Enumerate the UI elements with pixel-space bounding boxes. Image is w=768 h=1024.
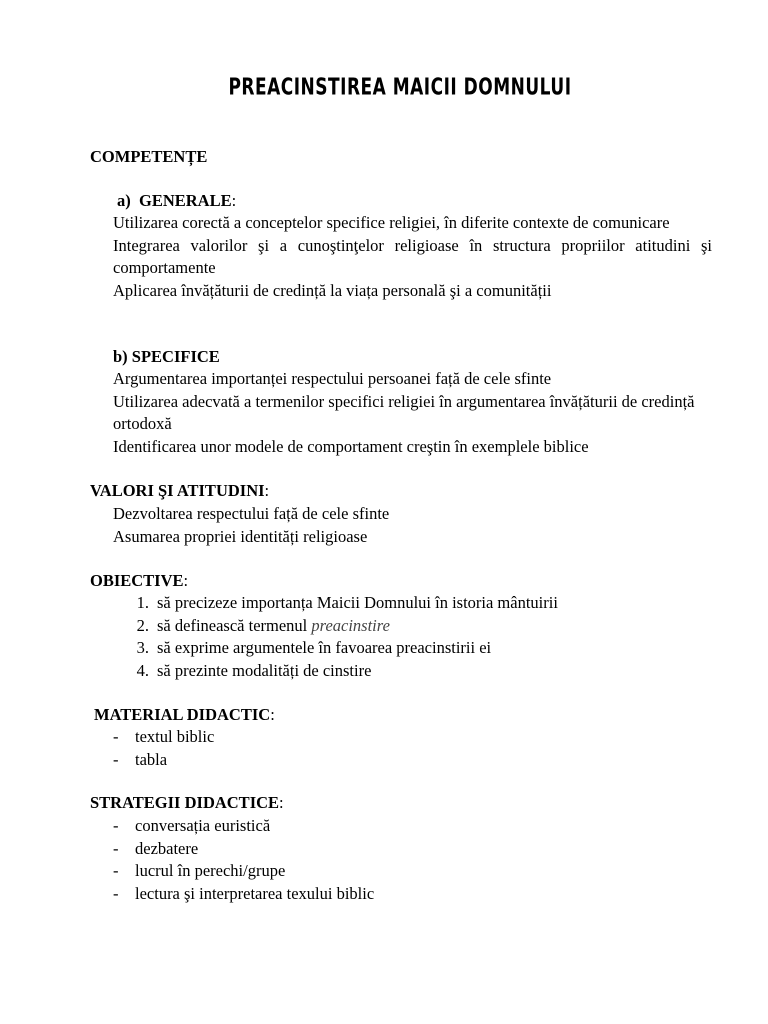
- specifice-item: Identificarea unor modele de comportament creştin în exemplele biblice: [113, 436, 589, 456]
- specifice-heading: [113, 346, 220, 369]
- material-item: [113, 726, 214, 749]
- material-item: [113, 749, 214, 772]
- item-text: lectura şi interpretarea texului biblic: [135, 883, 375, 903]
- generale-list: [113, 212, 712, 302]
- dash-bullet: -: [113, 727, 119, 746]
- specifice-item: Utilizarea adecvată a termenilor specifici religiei în argumentarea învățăturii de credință ortodoxă: [113, 391, 695, 433]
- obiective-colon: :: [183, 571, 189, 590]
- dash-bullet: -: [113, 861, 119, 880]
- obiective-label: OBIECTIVE: [90, 571, 184, 590]
- generale-heading: [117, 190, 236, 213]
- strategii-colon: :: [279, 793, 284, 812]
- specifice-label: SPECIFICE: [131, 347, 220, 366]
- strategii-item: [113, 815, 374, 838]
- obiective-item: [127, 592, 558, 615]
- document-title: PREACINSTIREA MAICII DOMNULUI: [228, 74, 572, 102]
- item-number: 3.: [136, 638, 149, 657]
- dash-bullet: -: [113, 883, 119, 903]
- material-heading: [94, 704, 275, 727]
- obiective-item: [127, 637, 558, 660]
- obiective-item: [127, 660, 558, 683]
- generale-marker: a): [117, 191, 131, 210]
- item-text: tabla: [135, 749, 168, 769]
- strategii-item: [113, 883, 374, 906]
- specifice-list: [113, 368, 723, 458]
- item-text: dezbatere: [135, 838, 199, 858]
- item-emphasis: preacinstire: [311, 615, 390, 635]
- obiective-item: [127, 615, 558, 638]
- item-text: lucrul în perechi/grupe: [135, 861, 286, 880]
- dash-bullet: -: [113, 749, 119, 769]
- specifice-marker: b): [113, 347, 128, 366]
- valori-list: [113, 503, 389, 548]
- dash-bullet: -: [113, 816, 119, 835]
- valori-item: Asumarea propriei identități religioase: [113, 526, 368, 546]
- strategii-list: [113, 815, 374, 905]
- item-number: 2.: [136, 615, 149, 635]
- valori-label: VALORI ŞI ATITUDINI: [90, 481, 265, 500]
- strategii-item: [113, 838, 374, 861]
- item-text: să exprime argumentele în favoarea preacinstirii ei: [157, 638, 492, 657]
- strategii-item: [113, 860, 374, 883]
- strategii-label: STRATEGII DIDACTICE: [90, 793, 280, 812]
- generale-colon: :: [231, 191, 237, 210]
- item-number: 1.: [136, 593, 149, 612]
- item-text: conversația euristică: [135, 816, 271, 835]
- item-number: 4.: [136, 660, 149, 680]
- obiective-list: [127, 592, 558, 682]
- material-label: MATERIAL DIDACTIC: [94, 705, 271, 724]
- valori-item: Dezvoltarea respectului față de cele sfinte: [113, 504, 390, 523]
- generale-item: Utilizarea corectă a conceptelor specifice religiei, în diferite contexte de comunicare: [113, 213, 670, 232]
- strategii-heading: [90, 792, 284, 815]
- item-text: să prezinte modalități de cinstire: [157, 660, 372, 680]
- material-list: [113, 726, 214, 771]
- valori-colon: :: [264, 481, 270, 500]
- competente-heading: COMPETENȚE: [90, 147, 208, 166]
- valori-heading: [90, 480, 269, 503]
- item-text: să precizeze importanța Maicii Domnului în istoria mântuirii: [157, 593, 558, 612]
- item-text: textul biblic: [135, 727, 215, 746]
- dash-bullet: -: [113, 838, 119, 858]
- generale-item: Aplicarea învățăturii de credință la viața personală şi a comunității: [113, 280, 552, 300]
- specifice-item: Argumentarea importanței respectului persoanei față de cele sfinte: [113, 369, 552, 388]
- generale-item: Integrarea valorilor şi a cunoştinţelor religioase în structura propriilor atitudini şi comportamente: [113, 235, 712, 277]
- material-colon: :: [270, 705, 275, 724]
- obiective-heading: [90, 570, 188, 593]
- item-text: să definească termenul: [157, 615, 312, 635]
- generale-label: GENERALE: [139, 191, 232, 210]
